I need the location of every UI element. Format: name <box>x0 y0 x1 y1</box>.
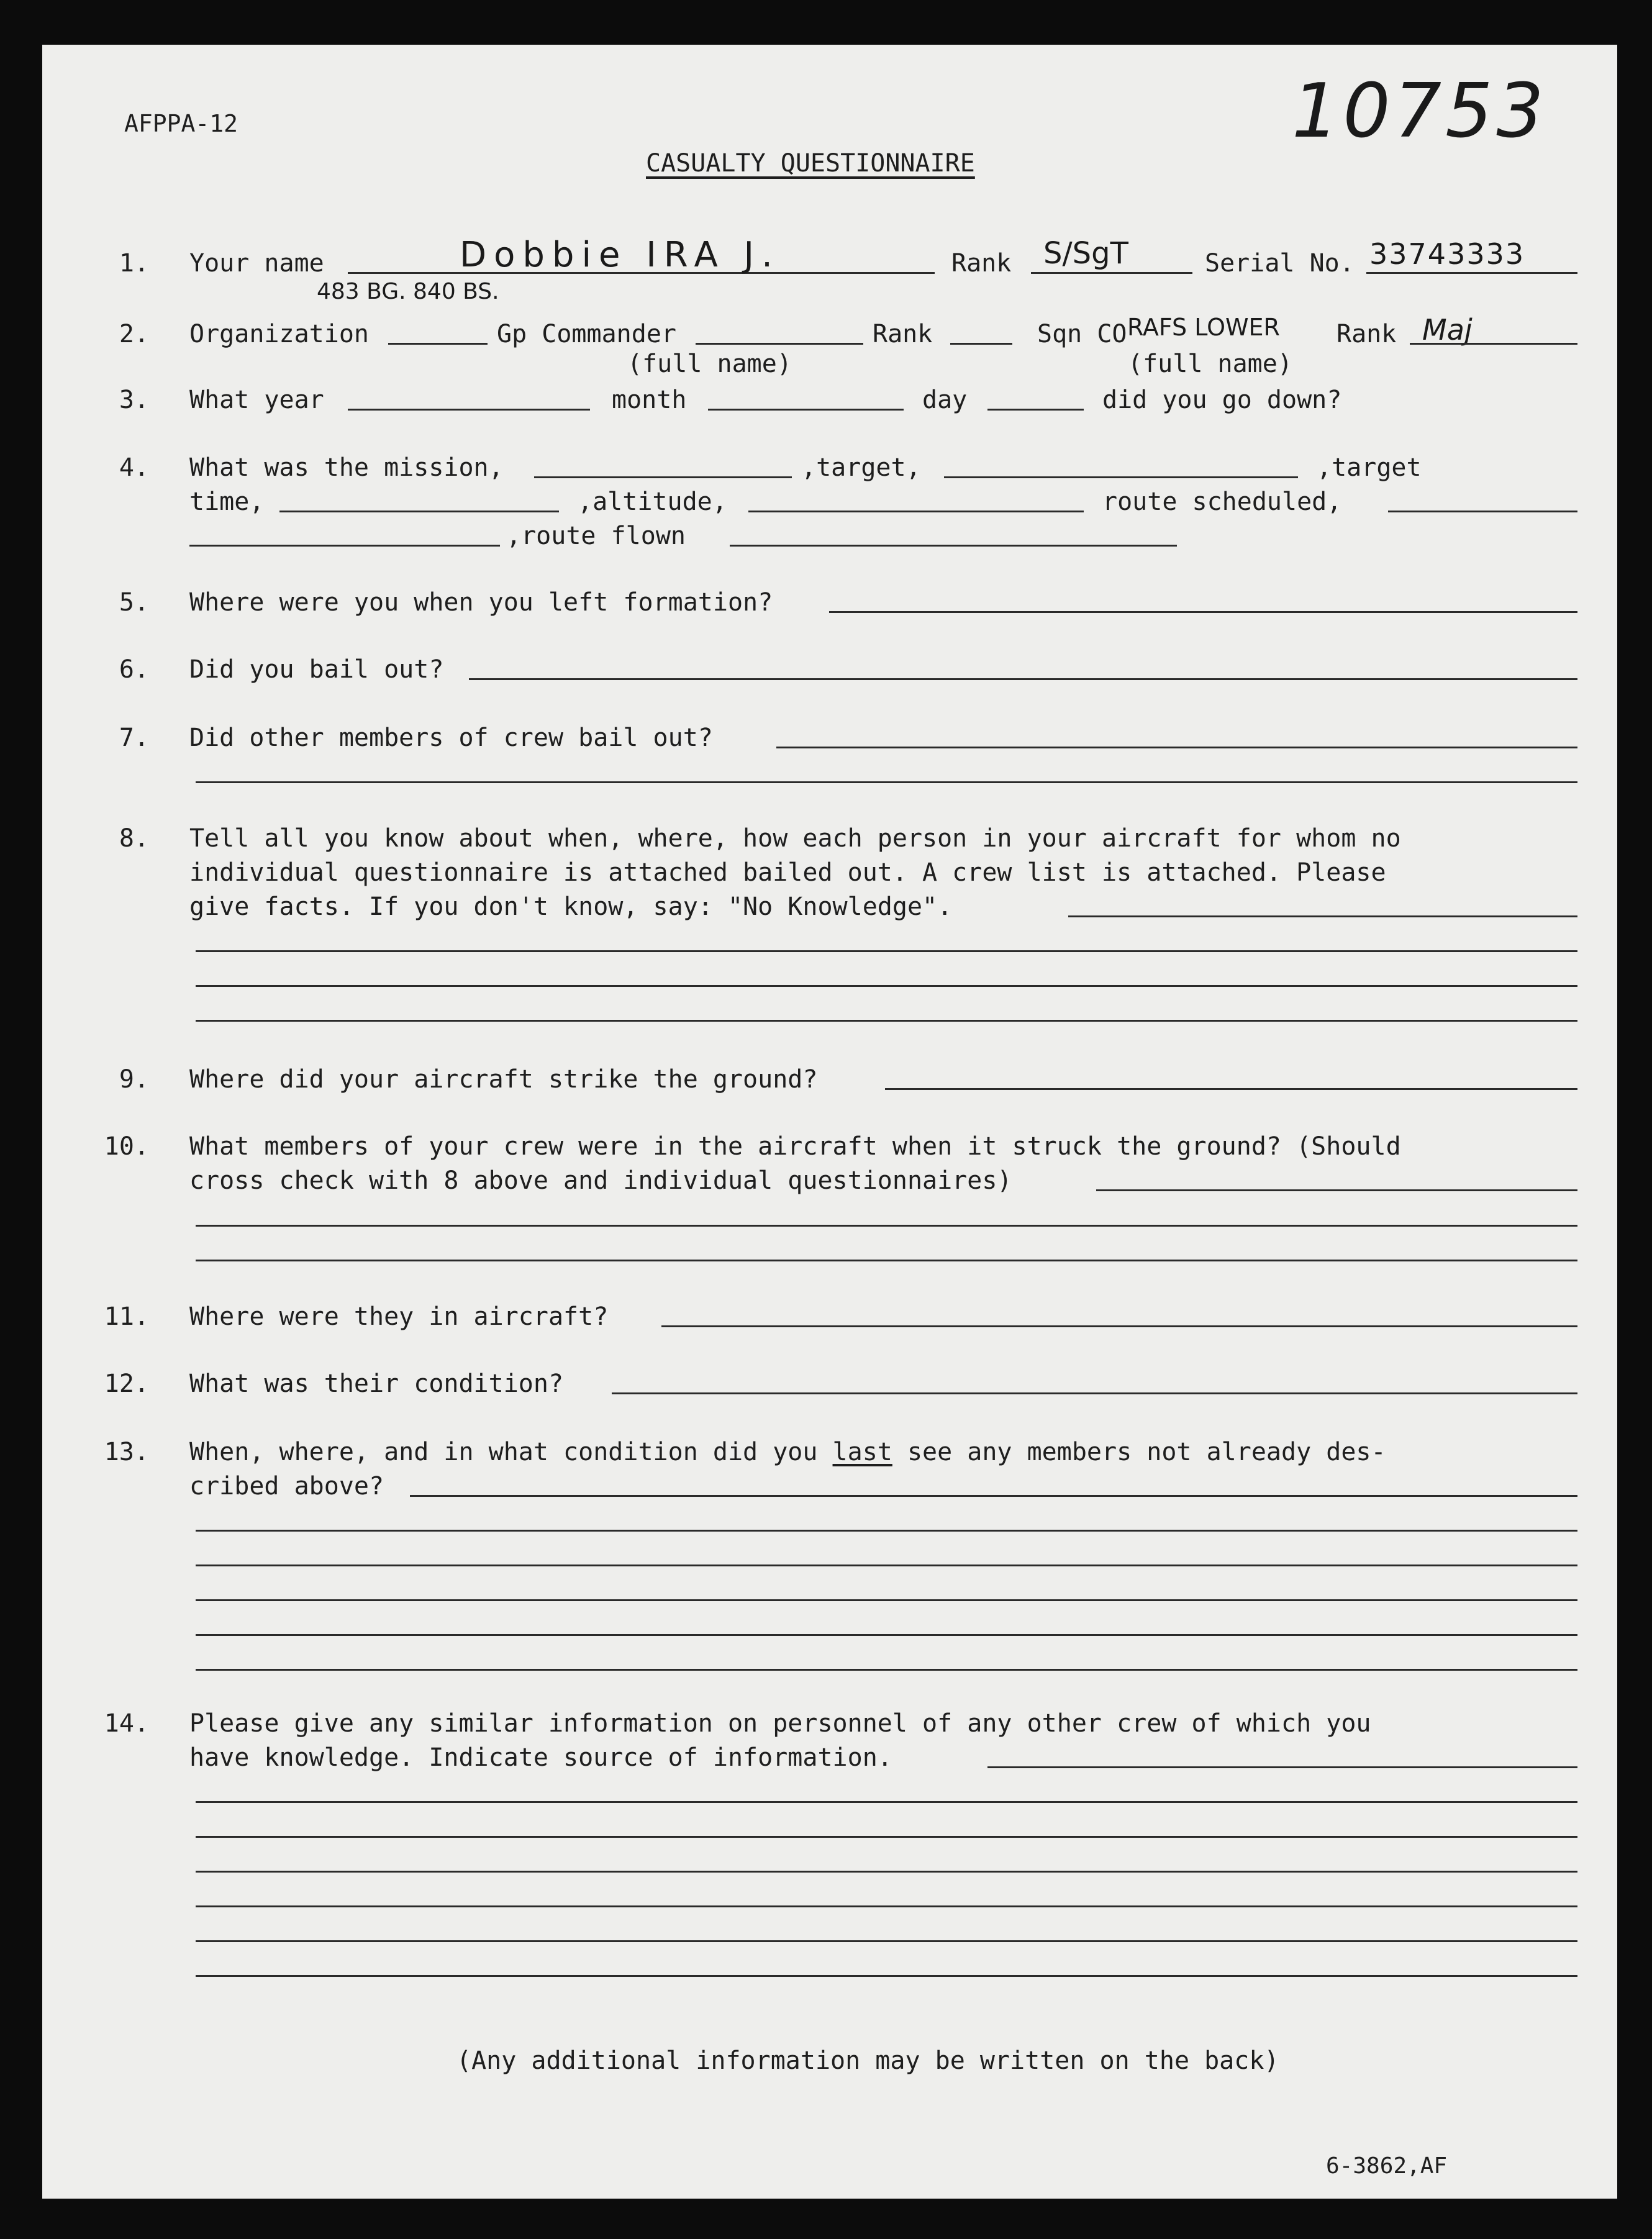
q7-answer-field[interactable] <box>776 747 1577 748</box>
q14-answer-field-7[interactable] <box>196 1975 1577 1977</box>
q8-line-1: Tell all you know about when, where, how each person in your aircraft for whom no <box>189 824 1401 853</box>
q5-number: 5. <box>119 588 149 617</box>
q7-number: 7. <box>119 724 149 752</box>
q2-sqn-co-label: Sqn CO <box>1037 320 1127 348</box>
q9-answer-field[interactable] <box>885 1088 1577 1090</box>
q1-rank-label: Rank <box>951 249 1012 278</box>
q2-rank-field[interactable] <box>950 343 1012 345</box>
q8-answer-field-3[interactable] <box>196 985 1577 987</box>
q14-number: 14. <box>104 1709 149 1738</box>
q13-answer-field[interactable] <box>410 1495 1577 1497</box>
q13-line-1-pre: When, where, and in what condition did you <box>189 1438 833 1466</box>
q1-serial-field[interactable] <box>1366 272 1577 274</box>
q2-sqn-co-value: RAFS LOWER <box>1127 314 1280 341</box>
q2-rank2-field[interactable] <box>1410 343 1577 345</box>
q14-answer-field-4[interactable] <box>196 1871 1577 1873</box>
q6-answer-field[interactable] <box>469 678 1577 680</box>
q4-target-time-label: ,target <box>1317 453 1422 482</box>
q3-day-field[interactable] <box>987 409 1084 411</box>
q13-answer-field-5[interactable] <box>196 1634 1577 1636</box>
q8-answer-field-2[interactable] <box>196 950 1577 952</box>
q8-number: 8. <box>119 824 149 853</box>
q10-answer-field-3[interactable] <box>196 1260 1577 1261</box>
q6-question: Did you bail out? <box>189 655 444 684</box>
q9-number: 9. <box>119 1065 149 1094</box>
q2-rank2-value: Maj <box>1422 313 1473 347</box>
q13-answer-field-4[interactable] <box>196 1599 1577 1601</box>
q4-target-label: ,target, <box>801 453 921 482</box>
q14-line-2: have knowledge. Indicate source of information. <box>189 1743 892 1772</box>
q7-question: Did other members of crew bail out? <box>189 724 713 752</box>
q1-serial-label: Serial No. <box>1205 249 1355 278</box>
q3-month-label: month <box>612 386 687 414</box>
q2-gp-commander-field[interactable] <box>696 343 863 345</box>
q7-answer-field-2[interactable] <box>196 781 1577 783</box>
q3-end-label: did you go down? <box>1102 386 1342 414</box>
footer-note: (Any additional information may be written on the back) <box>456 2046 1279 2075</box>
form-code: AFPPA-12 <box>124 110 238 137</box>
q14-answer-field-2[interactable] <box>196 1801 1577 1803</box>
q10-number: 10. <box>104 1132 149 1161</box>
q1-number: 1. <box>119 249 149 278</box>
q5-question: Where were you when you left formation? <box>189 588 773 617</box>
q11-number: 11. <box>104 1302 149 1331</box>
q2-org-value: 483 BG. 840 BS. <box>317 279 499 304</box>
q11-answer-field[interactable] <box>661 1325 1577 1327</box>
q13-number: 13. <box>104 1438 149 1466</box>
q3-year-label: What year <box>189 386 324 414</box>
q8-line-2: individual questionnaire is attached bailed out. A crew list is attached. Please <box>189 858 1386 887</box>
q8-line-3: give facts. If you don't know, say: "No Knowledge". <box>189 892 953 921</box>
q14-line-1: Please give any similar information on personnel of any other crew of which you <box>189 1709 1371 1738</box>
q13-last-emphasis: last <box>832 1438 892 1466</box>
q5-answer-field[interactable] <box>829 611 1577 613</box>
q14-answer-field-3[interactable] <box>196 1836 1577 1838</box>
q4-altitude-field[interactable] <box>748 511 1084 512</box>
q13-answer-field-2[interactable] <box>196 1530 1577 1532</box>
q4-mission-field[interactable] <box>534 476 792 478</box>
q10-answer-field-2[interactable] <box>196 1225 1577 1227</box>
q4-route-sched-field-cont[interactable] <box>189 545 500 547</box>
page-title: CASUALTY QUESTIONNAIRE <box>646 149 975 178</box>
q4-altitude-label: ,altitude, <box>578 488 727 516</box>
q13-line-1 <box>189 1440 1386 1465</box>
q4-route-sched-label: route scheduled, <box>1102 488 1342 516</box>
q12-question: What was their condition? <box>189 1369 564 1398</box>
q1-serial-value: 33743333 <box>1369 237 1525 271</box>
q2-number: 2. <box>119 320 149 348</box>
q10-line-1: What members of your crew were in the aircraft when it struck the ground? (Should <box>189 1132 1401 1161</box>
q2-org-label: Organization <box>189 320 369 348</box>
q1-rank-field[interactable] <box>1031 272 1192 274</box>
q4-route-flown-label: ,route flown <box>506 522 686 550</box>
q9-question: Where did your aircraft strike the ground? <box>189 1065 818 1094</box>
q1-name-value: Dobbie IRA J. <box>460 235 780 275</box>
q8-answer-field-4[interactable] <box>196 1020 1577 1022</box>
footer-form-id: 6-3862,AF <box>1326 2153 1448 2179</box>
questionnaire-page <box>42 45 1617 2199</box>
q13-answer-field-6[interactable] <box>196 1669 1577 1671</box>
q3-day-label: day <box>922 386 968 414</box>
q2-org-field[interactable] <box>388 343 488 345</box>
q10-line-2: cross check with 8 above and individual questionnaires) <box>189 1166 1012 1195</box>
q4-route-flown-field[interactable] <box>730 545 1177 547</box>
q1-name-label: Your name <box>189 249 324 278</box>
q4-route-sched-field[interactable] <box>1388 511 1577 512</box>
file-number: 10753 <box>1292 68 1548 155</box>
q11-question: Where were they in aircraft? <box>189 1302 609 1331</box>
q2-full-name-note-2: (full name) <box>1128 350 1292 378</box>
q3-year-field[interactable] <box>348 409 590 411</box>
q13-answer-field-3[interactable] <box>196 1565 1577 1566</box>
q2-full-name-note-1: (full name) <box>627 350 792 378</box>
q4-number: 4. <box>119 453 149 482</box>
q13-line-2: cribed above? <box>189 1472 384 1501</box>
q2-rank2-label: Rank <box>1337 320 1397 348</box>
q4-mission-label: What was the mission, <box>189 453 504 482</box>
q10-answer-field[interactable] <box>1096 1189 1577 1191</box>
q12-answer-field[interactable] <box>612 1392 1577 1394</box>
q14-answer-field-6[interactable] <box>196 1940 1577 1942</box>
q4-time-label: time, <box>189 488 265 516</box>
q8-answer-field[interactable] <box>1068 915 1577 917</box>
q3-number: 3. <box>119 386 149 414</box>
q4-time-field[interactable] <box>279 511 559 512</box>
q14-answer-field[interactable] <box>987 1766 1577 1768</box>
q14-answer-field-5[interactable] <box>196 1905 1577 1907</box>
q4-target-field[interactable] <box>944 476 1298 478</box>
q1-rank-value: S/SgT <box>1043 236 1128 271</box>
q2-rank-label: Rank <box>873 320 933 348</box>
q3-month-field[interactable] <box>708 409 904 411</box>
q6-number: 6. <box>119 655 149 684</box>
q12-number: 12. <box>104 1369 149 1398</box>
q2-gp-commander-label: Gp Commander <box>497 320 676 348</box>
q13-line-1-post: see any members not already des- <box>892 1438 1386 1466</box>
